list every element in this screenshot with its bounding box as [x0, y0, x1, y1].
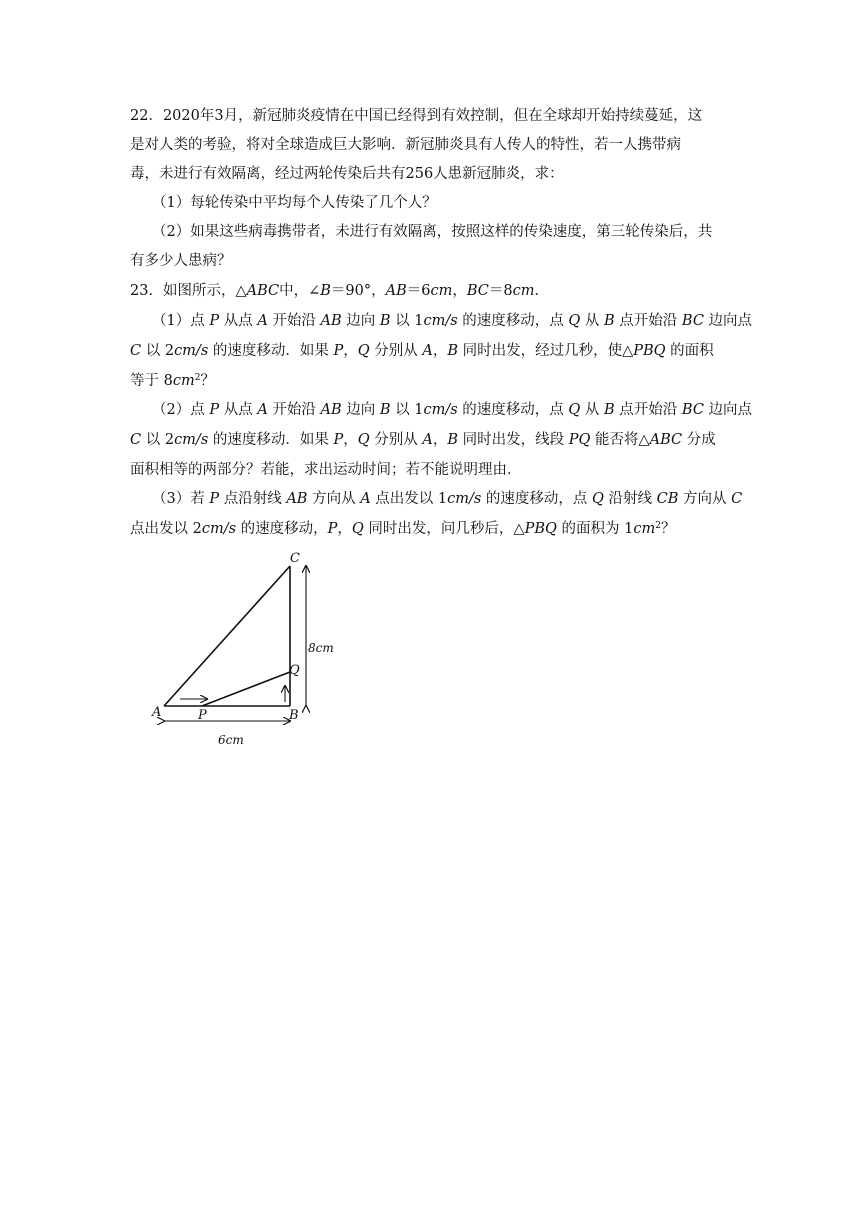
q22-line-1: 22．2020年3月，新冠肺炎疫情在中国已经得到有效控制，但在全球却开始持续蔓延，这 — [130, 108, 703, 124]
q23-part2-line1: （2）点 P 从点 A 开始沿 AB 边向 B 以 1cm/s 的速度移动，点 Q 从 B 点开始沿 BC 边向点 — [152, 402, 753, 418]
q23-part1-line3: 等于 $8cm^2$？ — [130, 373, 215, 389]
q22-part1: （1）每轮传染中平均每个人传染了几个人？ — [152, 195, 437, 211]
label-q: Q — [289, 663, 300, 678]
q22-line-2: 是对人类的考验，将对全球造成巨大影响．新冠肺炎具有人传人的特性，若一人携带病 — [130, 137, 681, 153]
side-ac — [164, 566, 290, 706]
q22-line-3: 毒，未进行有效隔离，经过两轮传染后共有256人患新冠肺炎，求： — [130, 166, 564, 182]
q23-part1-line2: C 以 2cm/s 的速度移动．如果 P，Q 分别从 A，B 同时出发，经过几秒，使△PBQ 的面积 — [130, 343, 714, 359]
label-a: A — [152, 705, 162, 720]
q22-part2-line1: （2）如果这些病毒携带者，未进行有效隔离，按照这样的传染速度，第三轮传染后，共 — [152, 224, 713, 240]
q23-part2-line3: 面积相等的两部分？若能，求出运动时间；若不能说明理由． — [130, 462, 522, 478]
q23-part3-line2: 点出发以 2cm/s 的速度移动，P，Q 同时出发，问几秒后，△PBQ 的面积为 $1cm^2$？ — [130, 521, 676, 537]
label-bc-length: 8cm — [308, 641, 334, 655]
label-b: B — [289, 708, 299, 723]
q23-intro: 23．如图所示，△ABC中，∠B＝90°，AB＝6cm，BC＝8cm． — [130, 283, 550, 299]
label-p: P — [198, 708, 207, 723]
label-ab-length: 6cm — [218, 733, 244, 747]
q23-part1-line1: （1）点 P 从点 A 开始沿 AB 边向 B 以 1cm/s 的速度移动，点 Q 从 B 点开始沿 BC 边向点 — [152, 313, 753, 329]
segment-pq — [202, 672, 290, 706]
q22-part2-line2: 有多少人患病？ — [130, 253, 232, 269]
q23-part3-line1: （3）若 P 点沿射线 AB 方向从 A 点出发以 1cm/s 的速度移动，点 Q 沿射线 CB 方向从 C — [152, 491, 743, 507]
q23-part2-line2: C 以 2cm/s 的速度移动．如果 P，Q 分别从 A，B 同时出发，线段 PQ 能否将△ABC 分成 — [130, 432, 716, 448]
label-c: C — [290, 551, 300, 566]
